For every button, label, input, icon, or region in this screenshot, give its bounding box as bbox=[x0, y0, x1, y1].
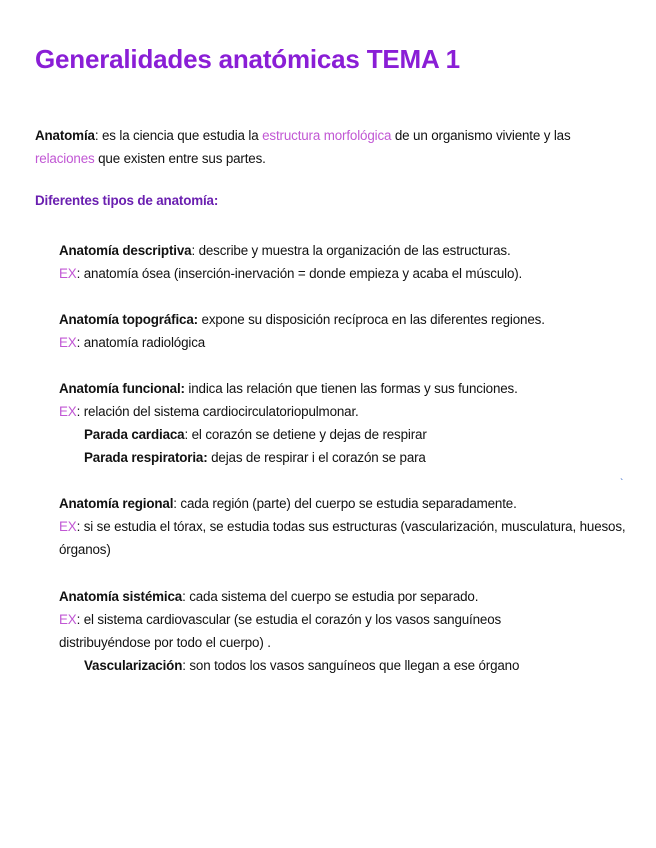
section-example: : si se estudia el tórax, se estudia todas sus estructuras (vascularización, musculatura, huesos, órganos) bbox=[59, 519, 626, 557]
section-example: : anatomía radiológica bbox=[76, 335, 206, 350]
section-definition: indica las relación que tienen las formas y sus funciones. bbox=[184, 381, 518, 396]
intro-paragraph bbox=[35, 124, 625, 170]
section-term: Anatomía funcional: bbox=[59, 381, 185, 396]
section-definition: expone su disposición recíproca en las diferentes regiones. bbox=[197, 312, 545, 327]
intro-highlight-structure: estructura morfológica bbox=[262, 128, 392, 143]
example-label: EX bbox=[59, 519, 77, 534]
intro-text-1: : es la ciencia que estudia la bbox=[94, 128, 263, 143]
example-label: EX bbox=[59, 266, 77, 281]
subitem-respiratory-arrest bbox=[59, 446, 629, 469]
stray-mark: ` bbox=[620, 478, 624, 489]
section-regional bbox=[59, 492, 629, 561]
section-descriptive bbox=[59, 239, 629, 285]
section-term: Anatomía regional bbox=[59, 496, 174, 511]
subitem-term: Parada cardiaca bbox=[84, 427, 185, 442]
section-functional bbox=[59, 377, 629, 469]
section-definition: : cada sistema del cuerpo se estudia por separado. bbox=[182, 589, 479, 604]
section-example: : el sistema cardiovascular (se estudia el corazón y los vasos sanguíneos distribuyéndose por todo el cuerpo) . bbox=[59, 612, 502, 650]
subitem-cardiac-arrest bbox=[59, 423, 629, 446]
section-term: Anatomía topográfica: bbox=[59, 312, 198, 327]
types-subheading: Diferentes tipos de anatomía: bbox=[35, 193, 219, 208]
example-label: EX bbox=[59, 404, 77, 419]
section-systemic bbox=[59, 585, 559, 677]
subitem-term: Vascularización bbox=[84, 658, 183, 673]
subitem-vascularization bbox=[59, 654, 559, 677]
subitem-term: Parada respiratoria: bbox=[84, 450, 208, 465]
subitem-text: : el corazón se detiene y dejas de respirar bbox=[184, 427, 427, 442]
subitem-text: : son todos los vasos sanguíneos que llegan a ese órgano bbox=[182, 658, 520, 673]
section-example: : anatomía ósea (inserción-inervación = donde empieza y acaba el músculo). bbox=[76, 266, 523, 281]
intro-highlight-relations: relaciones bbox=[35, 151, 95, 166]
section-example: : relación del sistema cardiocirculatoriopulmonar. bbox=[76, 404, 359, 419]
section-topographic bbox=[59, 308, 629, 354]
subitem-text: dejas de respirar i el corazón se para bbox=[207, 450, 426, 465]
intro-text-3: que existen entre sus partes. bbox=[94, 151, 266, 166]
example-label: EX bbox=[59, 612, 77, 627]
page-title: Generalidades anatómicas TEMA 1 bbox=[35, 44, 460, 74]
intro-term: Anatomía bbox=[35, 128, 95, 143]
section-definition: : cada región (parte) del cuerpo se estudia separadamente. bbox=[173, 496, 517, 511]
example-label: EX bbox=[59, 335, 77, 350]
section-term: Anatomía sistémica bbox=[59, 589, 183, 604]
intro-text-2: de un organismo viviente y las bbox=[391, 128, 571, 143]
section-term: Anatomía descriptiva bbox=[59, 243, 192, 258]
section-definition: : describe y muestra la organización de las estructuras. bbox=[191, 243, 511, 258]
